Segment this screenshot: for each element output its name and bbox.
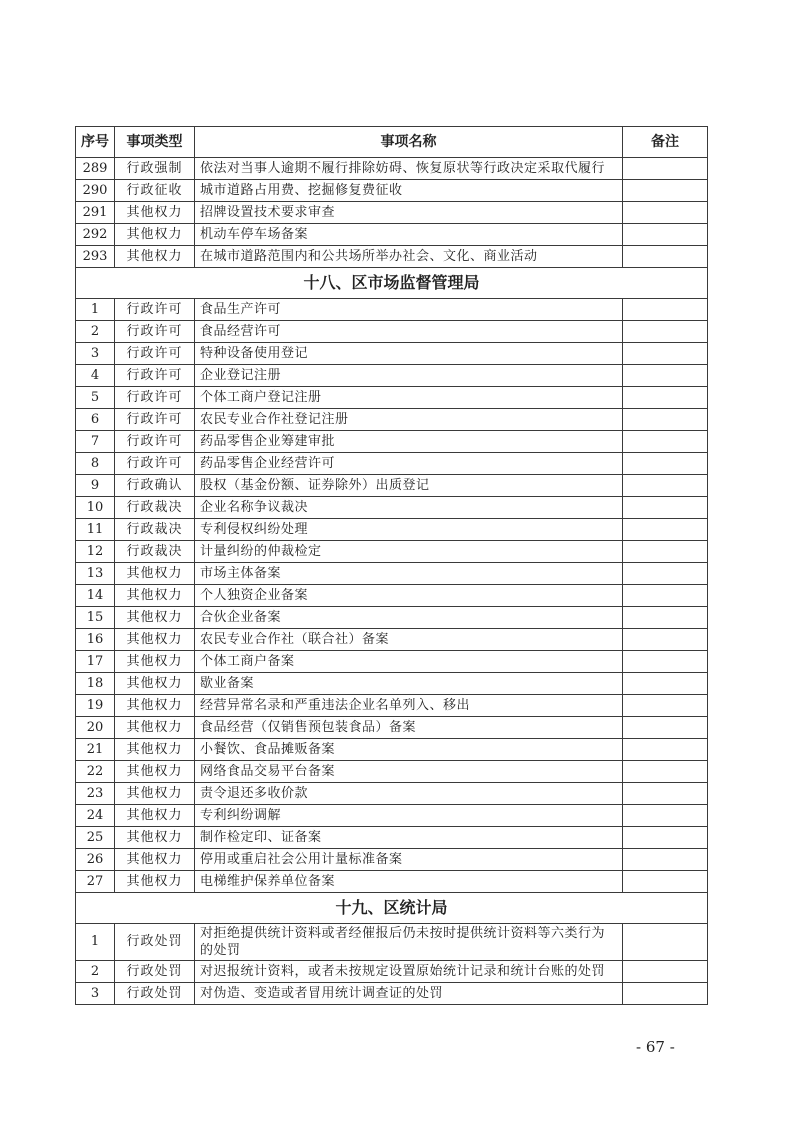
row-name: 专利侵权纠纷处理 <box>195 519 623 541</box>
table-row <box>76 343 708 365</box>
row-name: 合伙企业备案 <box>195 607 623 629</box>
table-row <box>76 202 708 224</box>
row-remark <box>623 299 708 321</box>
row-type: 其他权力 <box>115 827 195 849</box>
matters-table <box>75 126 708 1005</box>
row-number: 22 <box>76 761 115 783</box>
row-type: 行政许可 <box>115 365 195 387</box>
row-number: 23 <box>76 783 115 805</box>
table-row <box>76 607 708 629</box>
row-name: 机动车停车场备案 <box>195 224 623 246</box>
row-number: 1 <box>76 924 115 961</box>
row-type: 其他权力 <box>115 739 195 761</box>
row-type: 其他权力 <box>115 585 195 607</box>
table-header-row <box>76 127 708 158</box>
row-remark <box>623 158 708 180</box>
row-number: 289 <box>76 158 115 180</box>
table-row <box>76 453 708 475</box>
row-number: 6 <box>76 409 115 431</box>
row-name: 对迟报统计资料，或者未按规定设置原始统计记录和统计台账的处罚 <box>195 961 623 983</box>
row-name: 个人独资企业备案 <box>195 585 623 607</box>
section-header-row <box>76 268 708 299</box>
row-type: 行政许可 <box>115 431 195 453</box>
row-number: 10 <box>76 497 115 519</box>
row-number: 2 <box>76 321 115 343</box>
header-type: 事项类型 <box>115 127 195 158</box>
row-type: 其他权力 <box>115 805 195 827</box>
table-row <box>76 224 708 246</box>
header-name: 事项名称 <box>195 127 623 158</box>
row-name: 市场主体备案 <box>195 563 623 585</box>
row-number: 21 <box>76 739 115 761</box>
row-type: 其他权力 <box>115 651 195 673</box>
row-number: 12 <box>76 541 115 563</box>
row-type: 行政许可 <box>115 409 195 431</box>
table-row <box>76 629 708 651</box>
row-remark <box>623 453 708 475</box>
row-number: 292 <box>76 224 115 246</box>
row-remark <box>623 519 708 541</box>
row-number: 16 <box>76 629 115 651</box>
table-body <box>76 158 708 1005</box>
table-row <box>76 541 708 563</box>
row-remark <box>623 431 708 453</box>
row-remark <box>623 343 708 365</box>
row-type: 行政许可 <box>115 387 195 409</box>
row-number: 14 <box>76 585 115 607</box>
row-name: 招牌设置技术要求审查 <box>195 202 623 224</box>
row-name: 个体工商户备案 <box>195 651 623 673</box>
row-name: 食品生产许可 <box>195 299 623 321</box>
table-row <box>76 519 708 541</box>
row-remark <box>623 180 708 202</box>
row-remark <box>623 497 708 519</box>
table-row <box>76 409 708 431</box>
row-number: 293 <box>76 246 115 268</box>
table-row <box>76 321 708 343</box>
row-number: 291 <box>76 202 115 224</box>
row-type: 行政处罚 <box>115 924 195 961</box>
table-row <box>76 365 708 387</box>
row-name: 责令退还多收价款 <box>195 783 623 805</box>
row-remark <box>623 409 708 431</box>
row-number: 11 <box>76 519 115 541</box>
row-number: 19 <box>76 695 115 717</box>
row-type: 其他权力 <box>115 717 195 739</box>
row-name: 药品零售企业筹建审批 <box>195 431 623 453</box>
table-row <box>76 651 708 673</box>
row-type: 行政处罚 <box>115 961 195 983</box>
row-type: 行政许可 <box>115 453 195 475</box>
header-remark: 备注 <box>623 127 708 158</box>
section-title: 十八、区市场监督管理局 <box>76 268 708 299</box>
row-number: 13 <box>76 563 115 585</box>
row-type: 行政许可 <box>115 343 195 365</box>
row-name: 城市道路占用费、挖掘修复费征收 <box>195 180 623 202</box>
table-row <box>76 475 708 497</box>
row-remark <box>623 805 708 827</box>
row-remark <box>623 541 708 563</box>
row-remark <box>623 983 708 1005</box>
row-number: 24 <box>76 805 115 827</box>
row-number: 3 <box>76 983 115 1005</box>
row-number: 20 <box>76 717 115 739</box>
row-name: 药品零售企业经营许可 <box>195 453 623 475</box>
row-number: 7 <box>76 431 115 453</box>
row-number: 27 <box>76 871 115 893</box>
row-remark <box>623 387 708 409</box>
row-number: 15 <box>76 607 115 629</box>
row-type: 其他权力 <box>115 607 195 629</box>
row-type: 行政确认 <box>115 475 195 497</box>
row-number: 5 <box>76 387 115 409</box>
row-remark <box>623 924 708 961</box>
table-row <box>76 983 708 1005</box>
row-remark <box>623 961 708 983</box>
row-remark <box>623 651 708 673</box>
row-remark <box>623 246 708 268</box>
row-remark <box>623 761 708 783</box>
row-type: 其他权力 <box>115 224 195 246</box>
table-row <box>76 739 708 761</box>
row-name: 依法对当事人逾期不履行排除妨碍、恢复原状等行政决定采取代履行 <box>195 158 623 180</box>
row-name: 停用或重启社会公用计量标准备案 <box>195 849 623 871</box>
table-row <box>76 585 708 607</box>
row-name: 计量纠纷的仲裁检定 <box>195 541 623 563</box>
table-row <box>76 387 708 409</box>
table-row <box>76 717 708 739</box>
table-row <box>76 761 708 783</box>
row-name: 对拒绝提供统计资料或者经催报后仍未按时提供统计资料等六类行为的处罚 <box>195 924 623 961</box>
row-type: 行政许可 <box>115 299 195 321</box>
row-remark <box>623 629 708 651</box>
table-row <box>76 246 708 268</box>
row-number: 4 <box>76 365 115 387</box>
row-type: 其他权力 <box>115 202 195 224</box>
row-remark <box>623 585 708 607</box>
row-remark <box>623 202 708 224</box>
row-name: 电梯维护保养单位备案 <box>195 871 623 893</box>
row-type: 其他权力 <box>115 673 195 695</box>
table-row <box>76 849 708 871</box>
row-number: 26 <box>76 849 115 871</box>
row-name: 经营异常名录和严重违法企业名单列入、移出 <box>195 695 623 717</box>
row-remark <box>623 321 708 343</box>
row-type: 行政许可 <box>115 321 195 343</box>
row-type: 其他权力 <box>115 871 195 893</box>
row-number: 18 <box>76 673 115 695</box>
row-name: 专利纠纷调解 <box>195 805 623 827</box>
row-remark <box>623 475 708 497</box>
row-name: 特种设备使用登记 <box>195 343 623 365</box>
row-type: 行政强制 <box>115 158 195 180</box>
table-row <box>76 158 708 180</box>
table-row <box>76 924 708 961</box>
row-type: 行政征收 <box>115 180 195 202</box>
row-remark <box>623 563 708 585</box>
section-title: 十九、区统计局 <box>76 893 708 924</box>
row-remark <box>623 695 708 717</box>
row-number: 25 <box>76 827 115 849</box>
row-remark <box>623 783 708 805</box>
table-row <box>76 299 708 321</box>
row-remark <box>623 827 708 849</box>
row-type: 行政裁决 <box>115 519 195 541</box>
row-type: 其他权力 <box>115 563 195 585</box>
row-name: 歇业备案 <box>195 673 623 695</box>
row-name: 食品经营许可 <box>195 321 623 343</box>
row-remark <box>623 717 708 739</box>
row-number: 2 <box>76 961 115 983</box>
table-row <box>76 827 708 849</box>
table-row <box>76 673 708 695</box>
row-type: 其他权力 <box>115 783 195 805</box>
row-number: 9 <box>76 475 115 497</box>
row-type: 行政裁决 <box>115 497 195 519</box>
row-type: 其他权力 <box>115 695 195 717</box>
table-row <box>76 563 708 585</box>
row-name: 小餐饮、食品摊贩备案 <box>195 739 623 761</box>
row-name: 股权（基金份额、证券除外）出质登记 <box>195 475 623 497</box>
row-type: 其他权力 <box>115 849 195 871</box>
table-row <box>76 805 708 827</box>
row-type: 行政处罚 <box>115 983 195 1005</box>
row-number: 3 <box>76 343 115 365</box>
row-name: 制作检定印、证备案 <box>195 827 623 849</box>
table-row <box>76 783 708 805</box>
row-remark <box>623 739 708 761</box>
row-number: 1 <box>76 299 115 321</box>
table-row <box>76 431 708 453</box>
table-row <box>76 497 708 519</box>
row-remark <box>623 224 708 246</box>
table-row <box>76 695 708 717</box>
row-name: 网络食品交易平台备案 <box>195 761 623 783</box>
row-remark <box>623 849 708 871</box>
row-remark <box>623 871 708 893</box>
row-remark <box>623 607 708 629</box>
row-type: 其他权力 <box>115 761 195 783</box>
row-number: 290 <box>76 180 115 202</box>
row-name: 农民专业合作社登记注册 <box>195 409 623 431</box>
table-row <box>76 961 708 983</box>
table-row <box>76 871 708 893</box>
row-number: 8 <box>76 453 115 475</box>
row-name: 食品经营（仅销售预包装食品）备案 <box>195 717 623 739</box>
row-name: 在城市道路范围内和公共场所举办社会、文化、商业活动 <box>195 246 623 268</box>
row-name: 企业名称争议裁决 <box>195 497 623 519</box>
row-name: 对伪造、变造或者冒用统计调查证的处罚 <box>195 983 623 1005</box>
row-type: 其他权力 <box>115 629 195 651</box>
row-type: 行政裁决 <box>115 541 195 563</box>
page-number: - 67 - <box>636 1038 675 1056</box>
row-name: 农民专业合作社（联合社）备案 <box>195 629 623 651</box>
row-name: 个体工商户登记注册 <box>195 387 623 409</box>
row-type: 其他权力 <box>115 246 195 268</box>
row-remark <box>623 673 708 695</box>
row-number: 17 <box>76 651 115 673</box>
row-name: 企业登记注册 <box>195 365 623 387</box>
section-header-row <box>76 893 708 924</box>
row-remark <box>623 365 708 387</box>
table-row <box>76 180 708 202</box>
header-num: 序号 <box>76 127 115 158</box>
